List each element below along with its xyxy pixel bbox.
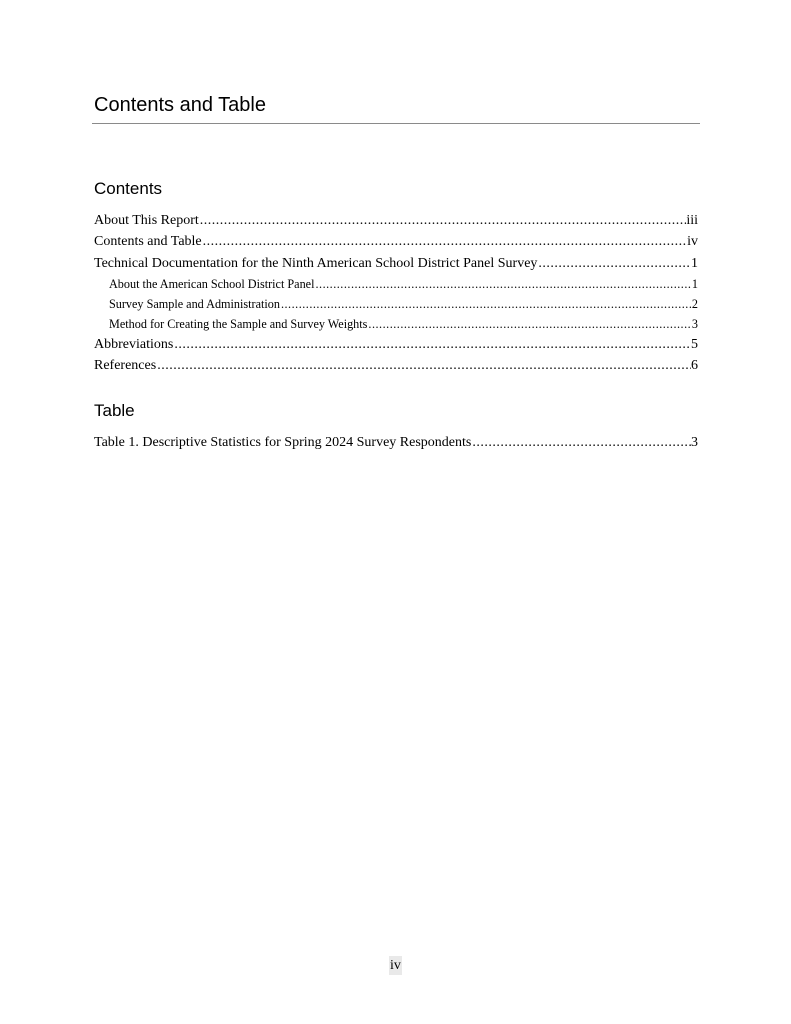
toc-entry-contents-and-table[interactable] xyxy=(94,231,698,252)
toc-entry-method-weights[interactable] xyxy=(94,314,698,334)
toc-entry-page: 1 xyxy=(691,255,698,271)
toc-entry-page: iv xyxy=(687,234,698,250)
dot-leader xyxy=(202,231,687,252)
toc-entry-title: About This Report xyxy=(94,213,199,228)
tables-heading: Table xyxy=(94,401,135,420)
dot-leader xyxy=(280,294,692,314)
toc-entry-title: Abbreviations xyxy=(94,336,174,352)
toc-entry-technical-documentation[interactable] xyxy=(94,253,698,274)
toc-entry-title: Contents and Table xyxy=(94,234,202,250)
tables-list xyxy=(94,432,698,453)
page-number: iv xyxy=(390,958,401,973)
dot-leader xyxy=(537,253,691,274)
title-divider xyxy=(92,123,700,124)
toc-entry-about-the-panel[interactable] xyxy=(94,274,698,294)
dot-leader xyxy=(367,314,692,334)
dot-leader xyxy=(173,334,691,355)
toc-entry-title: Method for Creating the Sample and Survey Weights xyxy=(109,316,368,331)
dot-leader xyxy=(199,210,687,231)
dot-leader xyxy=(314,274,691,294)
toc-entry-page: 3 xyxy=(691,316,698,331)
toc-entry-page: iii xyxy=(686,213,698,228)
toc-entry-table-1[interactable] xyxy=(94,432,698,453)
dot-leader xyxy=(156,355,691,376)
toc-entry-references[interactable] xyxy=(94,355,698,376)
toc-entry-page: 1 xyxy=(691,276,698,291)
toc-entry-page: 5 xyxy=(691,336,698,352)
contents-heading: Contents xyxy=(94,179,163,198)
dot-leader xyxy=(471,432,691,453)
contents-list xyxy=(94,210,698,376)
toc-entry-title: References xyxy=(94,358,157,374)
toc-entry-title: Technical Documentation for the Ninth American School District Panel Survey xyxy=(94,255,538,271)
page-title: Contents and Table xyxy=(94,94,266,116)
toc-entry-title: Table 1. Descriptive Statistics for Spring 2024 Survey Respondents xyxy=(94,435,472,450)
toc-entry-survey-sample[interactable] xyxy=(94,294,698,314)
toc-entry-abbreviations[interactable] xyxy=(94,334,698,355)
toc-entry-page: 2 xyxy=(691,296,698,311)
toc-entry-about-this-report[interactable] xyxy=(94,210,698,231)
toc-entry-page: 6 xyxy=(691,358,698,374)
toc-entry-title: Survey Sample and Administration xyxy=(109,296,280,311)
toc-entry-title: About the American School District Panel xyxy=(109,276,315,291)
toc-entry-page: 3 xyxy=(691,435,698,450)
